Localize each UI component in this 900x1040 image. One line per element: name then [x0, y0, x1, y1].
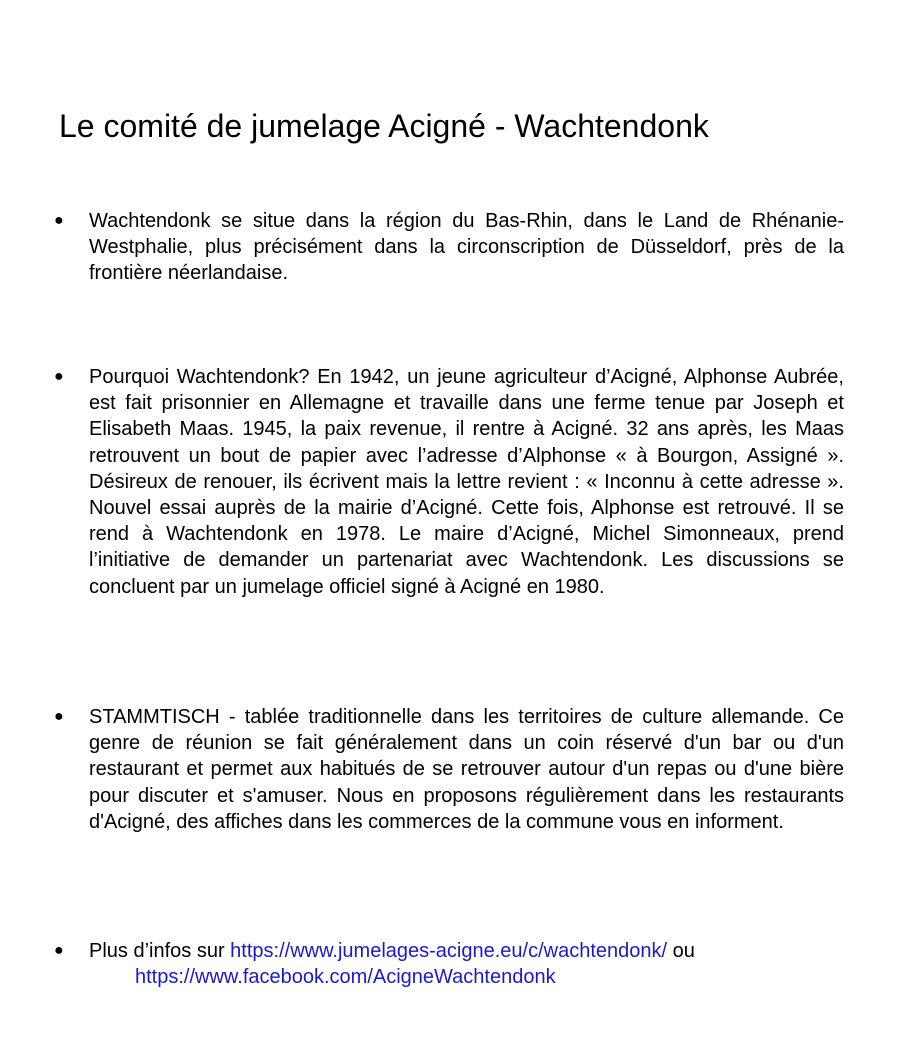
bullet-icon: ●: [54, 942, 64, 959]
list-item: [49, 704, 844, 835]
jumelages-website-link[interactable]: https://www.jumelages-acigne.eu/c/wachtendonk/: [230, 940, 668, 962]
more-info-label: Plus d’infos sur: [89, 940, 231, 962]
paragraph-stammtisch: STAMMTISCH - tablée traditionnelle dans les territoires de culture allemande. Ce genre de réunion se fait généralement dans un coin réservé d'un bar ou d'un restaurant et permet aux habitués de se retrouver autour d'un repas ou d'une bière pour discuter et s'amuser. Nous en proposons régulièrement dans les restaurants d'Acigné, des affiches dans les commerces de la commune vous en informent.: [89, 706, 844, 833]
link-joiner: ou: [667, 940, 695, 962]
paragraph-location: Wachtendonk se situe dans la région du Bas-Rhin, dans le Land de Rhénanie-Westphalie, plus précisément dans la circonscription de Düsseldorf, près de la frontière néerlandaise.: [89, 210, 844, 285]
paragraph-more-info: [89, 938, 844, 990]
bullet-icon: ●: [54, 212, 64, 229]
list-item: [49, 364, 844, 600]
list-item: [49, 208, 844, 287]
list-item: [49, 938, 844, 990]
bullet-icon: ●: [54, 708, 64, 725]
page-title: Le comité de jumelage Acigné - Wachtendonk: [59, 108, 709, 144]
facebook-page-link[interactable]: https://www.facebook.com/AcigneWachtendonk: [135, 966, 556, 989]
paragraph-history: Pourquoi Wachtendonk? En 1942, un jeune agriculteur d’Acigné, Alphonse Aubrée, est fait prisonnier en Allemagne et travaille dans une ferme tenue par Joseph et Elisabeth Maas. 1945, la paix revenue, il rentre à Acigné. 32 ans après, les Maas retrouvent un bout de papier avec l’adresse d’Alphonse « à Bourgon, Assigné ». Désireux de renouer, ils écrivent mais la lettre revient : « Inconnu à cette adresse ». Nouvel essai auprès de la mairie d’Acigné. Cette fois, Alphonse est retrouvé. Il se rend à Wachtendonk en 1978. Le maire d’Acigné, Michel Simonneaux, prend l’initiative de demander un partenariat avec Wachtendonk. Les discussions se concluent par un jumelage officiel signé à Acigné en 1980.: [89, 366, 844, 598]
bullet-icon: ●: [54, 368, 64, 385]
